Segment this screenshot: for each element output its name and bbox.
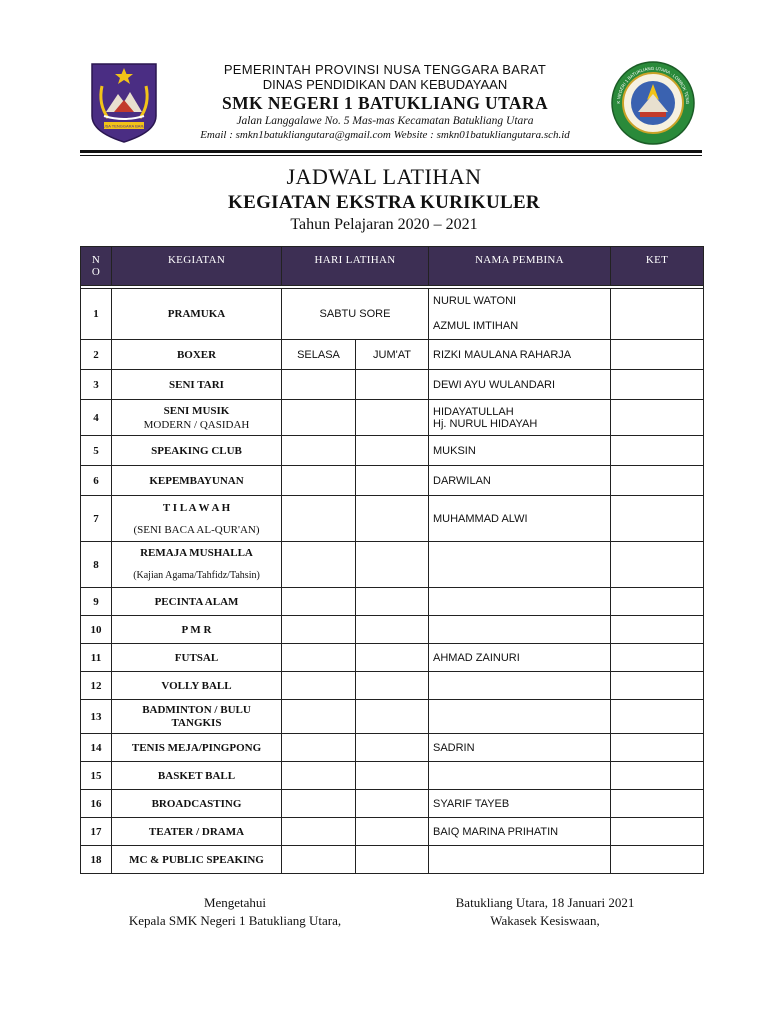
table-row: 14 TENIS MEJA/PINGPONG SADRIN <box>81 734 704 762</box>
signature-left <box>110 894 360 930</box>
table-row: 2 BOXER SELASA JUM'AT RIZKI MAULANA RAHARJA <box>81 340 704 370</box>
svg-text:SMK NEGERI 1 BATUKLIANG UTARA: K NEGERI 1 BATUKLIANG UTARA · LOMBOK TENG <box>615 65 691 105</box>
table-row: 12 VOLLY BALL <box>81 672 704 700</box>
table-row: 17 TEATER / DRAMA BAIQ MARINA PRIHATIN <box>81 818 704 846</box>
table-row: 16 BROADCASTING SYARIF TAYEB <box>81 790 704 818</box>
table-row: 13 BADMINTON / BULU TANGKIS <box>81 700 704 734</box>
dept-line: DINAS PENDIDIKAN DAN KEBUDAYAAN <box>262 77 508 92</box>
letterhead-text <box>170 62 600 142</box>
vice-principal-title: Wakasek Kesiswaan, <box>490 913 600 928</box>
school-name: SMK NEGERI 1 BATUKLIANG UTARA <box>222 93 548 113</box>
table-row: 3 SENI TARI DEWI AYU WULANDARI <box>81 370 704 400</box>
table-row: 11 FUTSAL AHMAD ZAINURI <box>81 644 704 672</box>
letterhead-rule-thick <box>80 150 702 153</box>
table-row: 5 SPEAKING CLUB MUKSIN <box>81 436 704 466</box>
table-row: 4 SENI MUSIK MODERN / QASIDAH HIDAYATULLAH Hj. NURUL HIDAYAH <box>81 400 704 436</box>
table-row: 9 PECINTA ALAM <box>81 588 704 616</box>
header-ket: KET <box>611 247 704 286</box>
table-row: 10 P M R <box>81 616 704 644</box>
table-row: 6 KEPEMBAYUNAN DARWILAN <box>81 466 704 496</box>
header-pembina: NAMA PEMBINA <box>429 247 611 286</box>
table-row: 15 BASKET BALL <box>81 762 704 790</box>
header-hari: HARI LATIHAN <box>282 247 429 286</box>
table-header-row <box>81 247 704 286</box>
school-address: Jalan Langgalawe No. 5 Mas-mas Kecamatan Batukliang Utara <box>236 115 534 127</box>
schedule-table <box>80 246 704 874</box>
header-no: N O <box>81 247 112 286</box>
letterhead <box>0 0 768 160</box>
school-emblem-logo <box>610 60 696 146</box>
province-crest-logo <box>88 60 160 144</box>
table-row: 7 T I L A W A H (SENI BACA AL-QUR'AN) MUHAMMAD ALWI <box>81 496 704 542</box>
title-sub: KEGIATAN EKSTRA KURIKULER <box>228 192 540 213</box>
svg-text:NUSA TENGGARA BARAT: NUSA TENGGARA BARAT <box>99 123 149 129</box>
document-title <box>0 163 768 236</box>
table-row: 1 PRAMUKA SABTU SORE NURUL WATONI AZMUL IMTIHAN <box>81 289 704 340</box>
title-main: JADWAL LATIHAN <box>286 164 482 189</box>
principal-title: Kepala SMK Negeri 1 Batukliang Utara, <box>128 913 342 928</box>
academic-year: Tahun Pelajaran 2020 – 2021 <box>290 216 478 233</box>
acknowledged-label: Mengetahui <box>203 895 267 910</box>
table-row: 8 REMAJA MUSHALLA (Kajian Agama/Tahfidz/Tahsin) <box>81 542 704 588</box>
header-kegiatan: KEGIATAN <box>112 247 282 286</box>
gov-line: PEMERINTAH PROVINSI NUSA TENGGARA BARAT <box>223 62 547 77</box>
table-row: 18 MC & PUBLIC SPEAKING <box>81 846 704 874</box>
letterhead-rule-thin <box>80 155 702 156</box>
school-contact: Email : smkn1batukliangutara@gmail.com Website : smkn01batukliangutara.sch.id <box>200 129 570 141</box>
signature-right <box>420 894 670 930</box>
place-date: Batukliang Utara, 18 Januari 2021 <box>455 895 635 910</box>
